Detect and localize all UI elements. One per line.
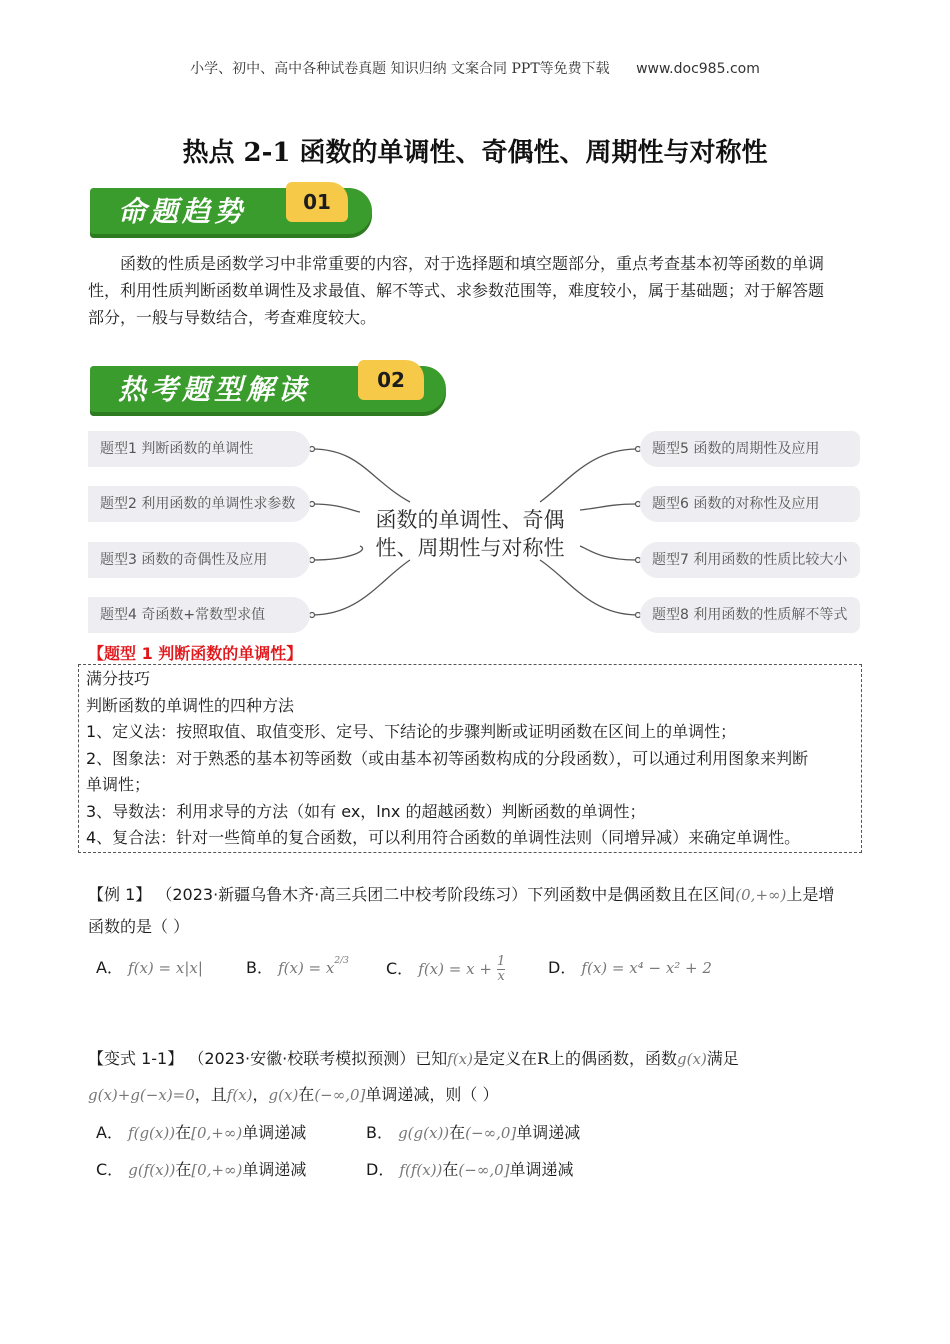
- variant-text: 在: [298, 1085, 315, 1104]
- banner-number: 02: [358, 360, 424, 400]
- option-label: B．: [366, 1123, 393, 1142]
- option-c[interactable]: [386, 955, 505, 984]
- option-b[interactable]: [246, 955, 349, 978]
- connector-left-1: [312, 449, 410, 502]
- option-interval: [0,+∞): [191, 1124, 243, 1142]
- tips-line: 单调性；: [86, 775, 151, 794]
- section-banner-2: [90, 360, 450, 416]
- option-tail: 单调递减: [516, 1123, 581, 1142]
- variant-text: 上的偶函数，函数: [549, 1049, 678, 1068]
- example-1-stem: [88, 882, 868, 905]
- connector-left-4: [312, 560, 410, 615]
- option-fraction: [497, 955, 505, 984]
- gx-expr: g(x): [677, 1050, 707, 1068]
- option-expr: f(f(x)): [399, 1161, 443, 1179]
- topic-2[interactable]: 题型2 利用函数的单调性求参数: [88, 486, 310, 522]
- topic-3[interactable]: 题型3 函数的奇偶性及应用: [88, 542, 310, 578]
- example-label: 【例 1】: [88, 885, 152, 904]
- tips-line: 满分技巧: [86, 669, 151, 688]
- interval-expr: (0,+∞): [735, 886, 787, 904]
- tips-line: 判断函数的单调性的四种方法: [86, 695, 295, 715]
- option-tail: 单调递减: [242, 1123, 307, 1142]
- fx-expr: f(x): [447, 1050, 473, 1068]
- option-interval: [0,+∞): [191, 1161, 243, 1179]
- fraction-den: x: [497, 969, 505, 984]
- mindmap-center: [360, 506, 580, 562]
- option-a[interactable]: [96, 955, 203, 978]
- gx-expr: g(x): [268, 1086, 299, 1104]
- paragraph-line: 部分，一般与导数结合，考查难度较大。: [88, 308, 377, 327]
- variant-text: ，: [252, 1085, 269, 1104]
- option-label: D．: [366, 1160, 395, 1179]
- option-label: D．: [548, 958, 577, 977]
- tips-line: 4、复合法：针对一些简单的复合函数，可以利用符合函数的单调性法则（同增异减）来确定单调性。: [86, 828, 801, 847]
- option-expr: g(g(x)): [398, 1124, 450, 1142]
- variant-text: 是定义在: [472, 1049, 537, 1068]
- option-label: C．: [386, 959, 414, 978]
- option-d[interactable]: [548, 955, 712, 978]
- fraction-num: 1: [497, 954, 506, 969]
- R-symbol: R: [536, 1049, 550, 1068]
- option-expr: f(g(x)): [128, 1124, 176, 1142]
- option-exponent: 2/3: [334, 955, 349, 966]
- banner-title: 命题趋势: [118, 195, 247, 228]
- option-expr: f(x) = x⁴ − x² + 2: [581, 959, 712, 977]
- center-line: 函数的单调性、奇偶: [375, 508, 565, 532]
- option-expr: f(x) = x: [278, 959, 335, 977]
- variant-text: 单调递减，则（ ）: [365, 1085, 499, 1104]
- site-header: [0, 58, 950, 78]
- variant-option-a[interactable]: [96, 1120, 306, 1143]
- site-url[interactable]: www.doc985.com: [636, 61, 760, 77]
- option-zai: 在: [442, 1160, 459, 1179]
- page-title: 热点 2-1 函数的单调性、奇偶性、周期性与对称性: [182, 138, 768, 168]
- connector-right-4: [540, 560, 638, 615]
- topic-6[interactable]: 题型6 函数的对称性及应用: [640, 486, 860, 522]
- tips-line: 2、图象法：对于熟悉的基本初等函数（或由基本初等函数构成的分段函数），可以通过利用图象来判断: [86, 748, 809, 768]
- option-zai: 在: [175, 1160, 192, 1179]
- topic-1[interactable]: 题型1 判断函数的单调性: [88, 431, 310, 467]
- fx-expr: f(x): [226, 1086, 253, 1104]
- banner-title: 热考题型解读: [118, 373, 311, 406]
- variant-text: （2023·安徽·校联考模拟预测）已知: [188, 1049, 448, 1068]
- interval-expr: (−∞,0]: [314, 1086, 366, 1104]
- center-line: 性、周期性与对称性: [375, 536, 565, 560]
- banner-number: 01: [286, 182, 348, 222]
- option-expr: f(x) = x +: [418, 960, 492, 978]
- paragraph-line: 性，利用性质判断函数单调性及求最值、解不等式、求参数范围等，难度较小，属于基础题；对于解答题: [88, 281, 825, 300]
- tips-box: [78, 664, 862, 853]
- option-zai: 在: [449, 1123, 466, 1142]
- variant-option-d[interactable]: [366, 1157, 574, 1180]
- connector-left-2: [312, 504, 360, 512]
- option-label: A．: [96, 958, 123, 977]
- option-interval: (−∞,0]: [465, 1124, 517, 1142]
- paragraph-line: 函数的性质是函数学习中非常重要的内容，对于选择题和填空题部分，重点考查基本初等函数的单调: [120, 254, 825, 273]
- option-zai: 在: [175, 1123, 192, 1142]
- variant-option-c[interactable]: [96, 1157, 306, 1180]
- example-tail: 上是增: [786, 885, 835, 904]
- tips-line: 3、导数法：利用求导的方法（如有 ex，lnx 的超越函数）判断函数的单调性；: [86, 801, 646, 821]
- type1-heading: 【题型 1 判断函数的单调性】: [88, 644, 303, 663]
- connector-right-1: [540, 449, 638, 502]
- variant-1-stem: [88, 1046, 878, 1069]
- site-header-text: 小学、初中、高中各种试卷真题 知识归纳 文案合同 PPT等免费下载: [190, 61, 610, 77]
- topic-8[interactable]: 题型8 利用函数的性质解不等式: [640, 597, 860, 633]
- intro-paragraph: [88, 250, 868, 331]
- option-label: B．: [246, 958, 273, 977]
- variant-text: 满足: [706, 1049, 739, 1068]
- variant-label: 【变式 1-1】: [88, 1049, 184, 1068]
- section-banner-1: [90, 182, 380, 238]
- connector-left-3: [312, 546, 363, 560]
- variant-text: ，且: [194, 1085, 227, 1104]
- option-interval: (−∞,0]: [458, 1161, 510, 1179]
- condition-expr: g(x)+g(−x)=0: [88, 1086, 195, 1104]
- topic-5[interactable]: 题型5 函数的周期性及应用: [640, 431, 860, 467]
- variant-1-line2: [88, 1082, 878, 1105]
- option-expr: f(x) = x|x|: [128, 959, 203, 977]
- topic-4[interactable]: 题型4 奇函数+常数型求值: [88, 597, 310, 633]
- option-expr: g(f(x)): [128, 1161, 176, 1179]
- variant-option-b[interactable]: [366, 1120, 580, 1143]
- option-label: A．: [96, 1123, 123, 1142]
- option-tail: 单调递减: [242, 1160, 307, 1179]
- tips-line: 1、定义法：按照取值、取值变形、定号、下结论的步骤判断或证明函数在区间上的单调性；: [86, 722, 737, 741]
- option-label: C．: [96, 1160, 124, 1179]
- connector-right-3: [580, 546, 638, 560]
- connector-right-2: [580, 504, 638, 510]
- option-tail: 单调递减: [509, 1160, 574, 1179]
- topic-7[interactable]: 题型7 利用函数的性质比较大小: [640, 542, 860, 578]
- example-source: （2023·新疆乌鲁木齐·高三兵团二中校考阶段练习）下列函数中是偶函数且在区间: [156, 885, 736, 904]
- example-1-line2: 函数的是（ ）: [88, 917, 190, 936]
